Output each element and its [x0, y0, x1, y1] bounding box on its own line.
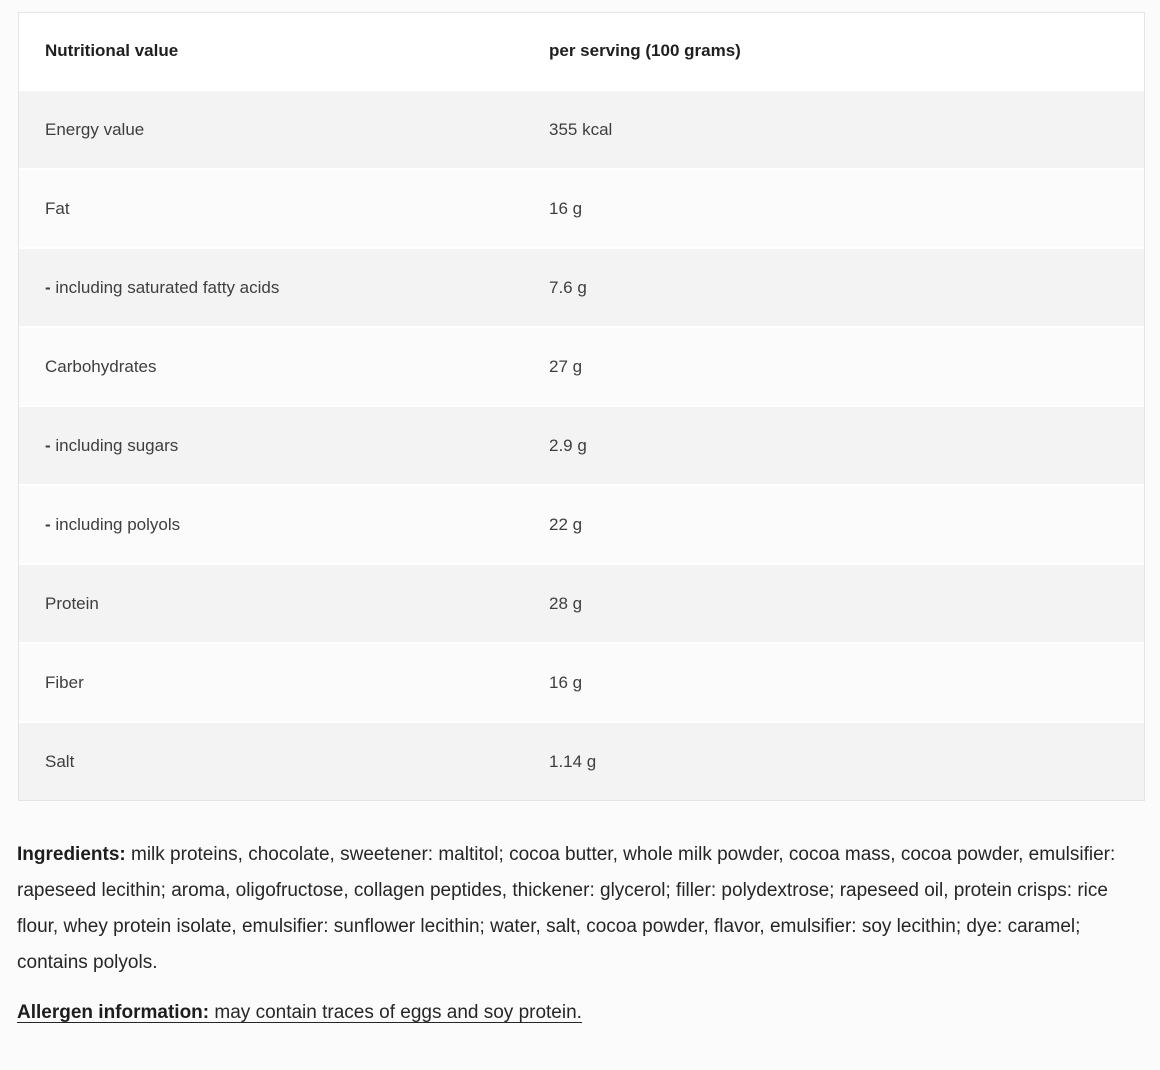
nutrient-label: Carbohydrates: [19, 326, 523, 405]
nutrient-label: Fiber: [19, 642, 523, 721]
nutrient-label: - including polyols: [19, 484, 523, 563]
nutrient-label: Protein: [19, 563, 523, 642]
nutrient-value: 28 g: [523, 563, 1144, 642]
nutrient-value: 2.9 g: [523, 405, 1144, 484]
nutrient-label: Energy value: [19, 89, 523, 168]
indent-dash: -: [45, 277, 51, 297]
allergen-label: Allergen information:: [17, 1002, 210, 1023]
indent-dash: -: [45, 435, 51, 455]
ingredients-label: Ingredients:: [17, 844, 126, 865]
indent-dash: -: [45, 514, 51, 534]
nutrient-value: 27 g: [523, 326, 1144, 405]
allergen-text: may contain traces of eggs and soy protein.: [209, 1002, 582, 1023]
nutrient-value: 16 g: [523, 642, 1144, 721]
allergen-paragraph: [17, 998, 1143, 1028]
table-row: [19, 405, 1144, 484]
table-row: [19, 247, 1144, 326]
nutrient-value: 355 kcal: [523, 89, 1144, 168]
nutrition-facts-panel: [0, 12, 1160, 1028]
table-row: [19, 642, 1144, 721]
ingredients-text: milk proteins, chocolate, sweetener: maltitol; cocoa butter, whole milk powder, cocoa mass, cocoa powder, emulsifier: rapeseed lecithin; aroma, oligofructose, collagen peptides, thickener: glycerol; filler: polydextrose; rapeseed oil, protein crisps: rice flour, whey protein isolate, emulsifier: sunflower lecithin; water, salt, cocoa powder, flavor, emulsifier: soy lecithin; dye: caramel; contains polyols.: [17, 844, 1116, 973]
table-header-row: [19, 13, 1144, 89]
nutrient-label: - including sugars: [19, 405, 523, 484]
table-row: [19, 326, 1144, 405]
column-header-per-serving: per serving (100 grams): [523, 13, 1144, 89]
table-row: [19, 484, 1144, 563]
nutrient-label: Fat: [19, 168, 523, 247]
nutrient-value: 1.14 g: [523, 721, 1144, 800]
nutrient-label: Salt: [19, 721, 523, 800]
nutrient-value: 22 g: [523, 484, 1144, 563]
table-row: [19, 168, 1144, 247]
ingredients-paragraph: [17, 837, 1139, 981]
table-row: [19, 89, 1144, 168]
table-row: [19, 721, 1144, 800]
nutrient-value: 7.6 g: [523, 247, 1144, 326]
nutrient-value: 16 g: [523, 168, 1144, 247]
nutrient-label: - including saturated fatty acids: [19, 247, 523, 326]
nutrition-table: [18, 12, 1145, 801]
column-header-nutritional-value: Nutritional value: [19, 13, 523, 89]
table-row: [19, 563, 1144, 642]
